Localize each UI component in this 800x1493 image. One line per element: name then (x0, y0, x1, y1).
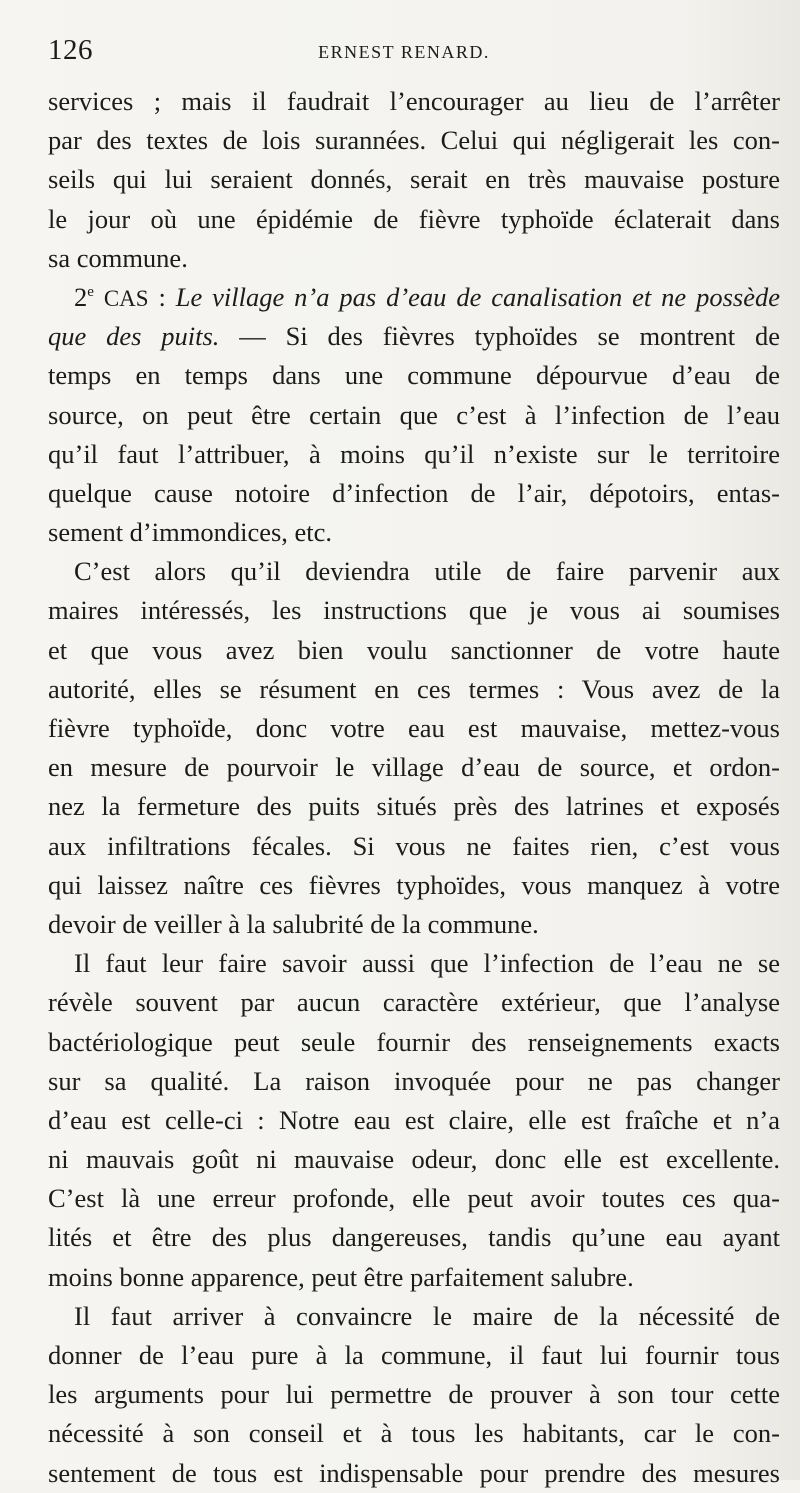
text-line: C’est là une erreur profonde, elle peut avoir toutes ces qua- (48, 1183, 780, 1214)
text-line: le jour où une épidémie de fièvre typhoïde éclaterait dans (48, 203, 780, 234)
text-line: autorité, elles se résument en ces termes : Vous avez de la (48, 673, 780, 704)
text-line: C’est alors qu’il deviendra utile de faire parvenir aux (74, 556, 780, 587)
running-head: ERNEST RENARD. (318, 42, 490, 62)
text-line: lités et être des plus dangereuses, tandis qu’une eau ayant (48, 1222, 780, 1253)
text-line: temps en temps dans une commune dépourvue d’eau de (48, 360, 780, 391)
text-line (48, 317, 780, 356)
text-line: seils qui lui seraient donnés, serait en très mauvaise posture (48, 164, 780, 195)
text-line: bactériologique peut seule fournir des renseignements exacts (48, 1026, 780, 1057)
text-line: les arguments pour lui permettre de prouver à son tour cette (48, 1379, 780, 1410)
text-line: sentement de tous est indispensable pour prendre des mesures (48, 1457, 780, 1488)
body-text (48, 82, 780, 1493)
text-line: révèle souvent par aucun caractère extérieur, que l’analyse (48, 987, 780, 1018)
text-line: par des textes de lois surannées. Celui qui négligerait les con- (48, 125, 780, 156)
text-line: en mesure de pourvoir le village d’eau de source, et ordon- (48, 752, 780, 783)
text-line: devoir de veiller à la salubrité de la commune. (48, 908, 539, 939)
case-title: Le village n’a pas d’eau de canalisation et ne possède (175, 281, 780, 312)
case-separator: : (148, 281, 176, 312)
text-line: qui laissez naître ces fièvres typhoïdes, vous manquez à votre (48, 869, 780, 900)
text-line: Il faut arriver à convaincre le maire de la nécessité de (74, 1300, 780, 1331)
text-line: fièvre typhoïde, donc votre eau est mauvaise, mettez-vous (48, 713, 780, 743)
text-line: ni mauvais goût ni mauvaise odeur, donc elle est excellente. (48, 1144, 780, 1175)
text-line: maires intéressés, les instructions que je vous ai soumises (48, 595, 780, 626)
text-line: sa commune. (48, 242, 188, 273)
line-text: — Si des fièvres typhoïdes se montrent de (219, 321, 780, 352)
text-line: qu’il faut l’attribuer, à moins qu’il n’existe sur le territoire (48, 438, 780, 469)
text-line: sur sa qualité. La raison invoquée pour ne pas changer (48, 1065, 780, 1096)
text-line: et que vous avez bien voulu sanctionner de votre haute (48, 634, 780, 665)
text-line (48, 278, 780, 317)
text-line: Il faut leur faire savoir aussi que l’infection de l’eau ne se (74, 948, 780, 979)
case-title: que des puits. (48, 321, 220, 352)
text-line: sement d’immondices, etc. (48, 517, 333, 548)
text-line: services ; mais il faudrait l’encourager au lieu de l’arrêter (48, 86, 780, 116)
case-number: 2 (74, 281, 88, 312)
text-line: donner de l’eau pure à la commune, il faut lui fournir tous (48, 1340, 780, 1370)
case-superscript: e (87, 284, 94, 301)
page-number: 126 (48, 34, 93, 66)
text-line: source, on peut être certain que c’est à l’infection de l’eau (48, 399, 780, 430)
case-label: CAS (103, 285, 149, 311)
page-header (48, 34, 760, 74)
text-line: moins bonne apparence, peut être parfaitement salubre. (48, 1261, 634, 1292)
text-line: nez la fermeture des puits situés près des latrines et exposés (48, 791, 780, 822)
text-line: d’eau est celle-ci : Notre eau est claire, elle est fraîche et n’a (48, 1104, 780, 1135)
text-line: quelque cause notoire d’infection de l’air, dépotoirs, entas- (48, 477, 780, 508)
text-line: nécessité à son conseil et à tous les habitants, car le con- (48, 1418, 780, 1449)
text-line: aux infiltrations fécales. Si vous ne faites rien, c’est vous (48, 830, 780, 861)
